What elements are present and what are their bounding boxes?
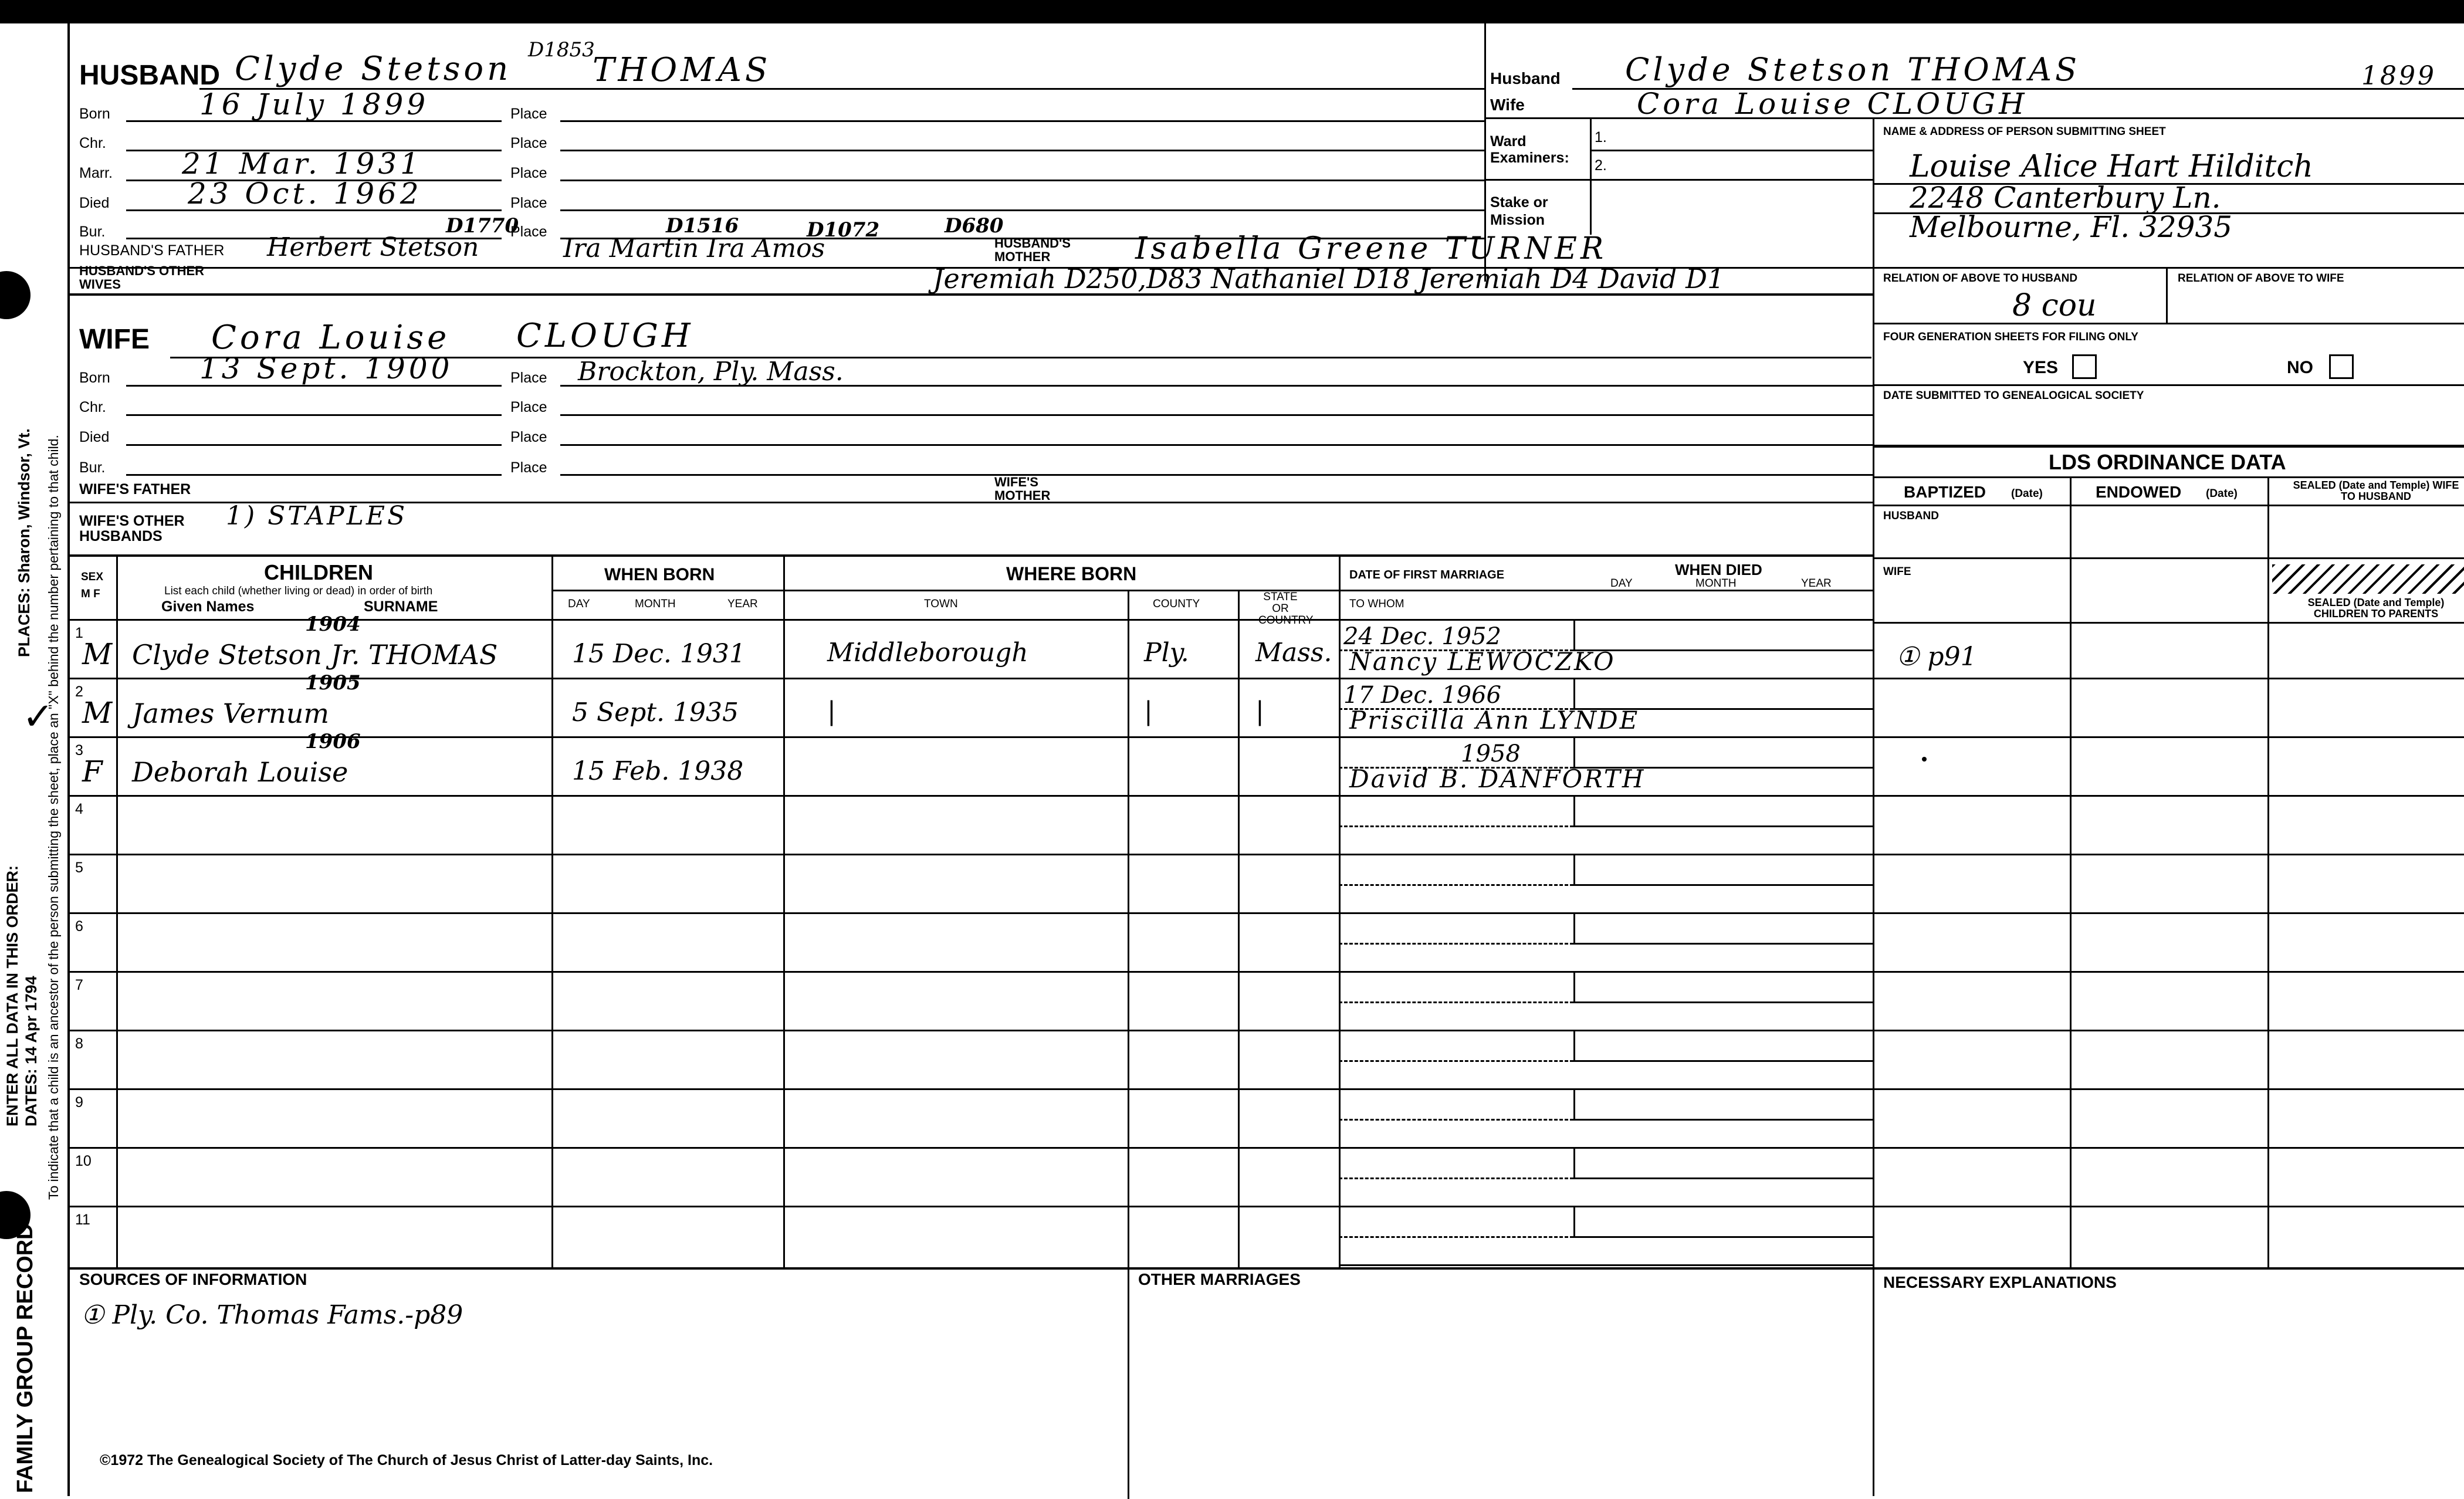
ward-1: 1. (1595, 129, 1607, 145)
lds-wife-label: WIFE (1883, 566, 1911, 578)
child-name: Clyde Stetson Jr. THOMAS (132, 639, 498, 671)
rule (1873, 445, 2464, 448)
died-box-left (1573, 1206, 1575, 1236)
row-number: 3 (75, 742, 83, 759)
record-title: FAMILY GROUP RECORD (13, 1223, 38, 1493)
row-rule (1873, 1030, 2464, 1031)
row-rule (1873, 912, 2464, 914)
first-marriage-header: DATE OF FIRST MARRIAGE (1349, 569, 1505, 581)
child-born: 15 Dec. 1931 (572, 639, 746, 669)
row-rule (1339, 1030, 1873, 1031)
rule (560, 414, 1873, 416)
died-box-bottom (1573, 1119, 1873, 1121)
when-born-header: WHEN BORN (604, 565, 715, 584)
rule (1873, 622, 2464, 624)
child-ref: 1906 (305, 730, 361, 753)
rule (560, 385, 1873, 387)
sub-wife-label: Wife (1490, 96, 1525, 114)
place-label: Place (510, 399, 547, 415)
died-box-left (1573, 1147, 1575, 1177)
row-rule (1339, 1147, 1873, 1149)
row-rule (1339, 1264, 1873, 1266)
child-born: 5 Sept. 1935 (572, 698, 739, 727)
died-box-bottom (1573, 1236, 1873, 1238)
to-whom-header: TO WHOM (1349, 598, 1404, 610)
rule (1873, 384, 2464, 386)
yes-label: YES (2023, 358, 2059, 377)
wife-died-label: Died (79, 429, 110, 445)
marriage-dash (1339, 1060, 1573, 1062)
frame-ward-col (1590, 117, 1592, 235)
sources-label: SOURCES OF INFORMATION (79, 1270, 307, 1288)
wife-born-place: Brockton, Ply. Mass. (578, 357, 844, 387)
sub-wife: Cora Louise CLOUGH (1637, 87, 2028, 121)
row-rule (1339, 854, 1873, 855)
died-box-left (1573, 1030, 1575, 1060)
ward-label: Ward Examiners: (1490, 133, 1569, 166)
row-rule (67, 795, 1339, 797)
rule (126, 209, 502, 211)
row-rule (67, 912, 1339, 914)
rel-wife-label: RELATION OF ABOVE TO WIFE (2178, 272, 2344, 285)
marr-label: Marr. (79, 165, 113, 181)
bur-label: Bur. (79, 224, 106, 240)
marriage-dash (1339, 1177, 1573, 1179)
rule (1128, 590, 1129, 1499)
child-state: | (1255, 696, 1264, 726)
baptized-date: (Date) (2011, 488, 2043, 500)
husband-died: 23 Oct. 1962 (188, 177, 422, 211)
yes-checkbox[interactable] (2072, 354, 2097, 379)
sealed-children-parents: SEALED (Date and Temple) CHILDREN TO PARENTS (2307, 597, 2445, 620)
died-box-left (1573, 619, 1575, 649)
children-header: CHILDREN (264, 560, 373, 584)
where-born-header: WHERE BORN (1006, 563, 1137, 584)
place-label: Place (510, 224, 547, 240)
place-label: Place (510, 106, 547, 122)
row-rule (1873, 795, 2464, 797)
row-number: 11 (75, 1212, 90, 1228)
rule (1484, 179, 1873, 181)
rule (116, 554, 118, 1267)
husband-lineage: Jeremiah D250,D83 Nathaniel D18 Jeremiah D4 David D1 (933, 263, 1725, 295)
father-ref-1: D1770 (446, 214, 519, 238)
when-died-header: WHEN DIED (1675, 561, 1762, 578)
rule (551, 554, 553, 1267)
row-rule (1339, 1206, 1873, 1207)
row-rule (67, 854, 1339, 855)
row-rule (67, 736, 1339, 738)
child-ref: 1904 (305, 613, 361, 636)
row-number: 2 (75, 683, 83, 700)
frame-left (67, 23, 70, 1496)
wife-given: Cora Louise (211, 319, 451, 357)
dot-mark (1922, 757, 1927, 762)
marriage-dash (1339, 1119, 1573, 1121)
address-2: 2248 Canterbury Ln. (1910, 181, 2221, 215)
baptized-label: BAPTIZED (1904, 483, 1986, 501)
place-label: Place (510, 165, 547, 181)
place-label: Place (510, 429, 547, 445)
child-town: Middleborough (827, 638, 1028, 668)
died-box-left (1573, 971, 1575, 1001)
died-year-header: YEAR (1801, 577, 1832, 590)
rule (67, 293, 1873, 296)
rule (1873, 323, 2464, 324)
child-county: Ply. (1144, 638, 1189, 668)
row-rule (1873, 678, 2464, 679)
sex-header: SEX M F (81, 571, 104, 600)
died-box-left (1573, 678, 1575, 708)
row-number: 1 (75, 625, 83, 641)
rule (560, 474, 1873, 476)
rule (1873, 267, 2464, 269)
child-spouse: Priscilla Ann LYNDE (1349, 706, 1640, 735)
year-header: YEAR (727, 598, 758, 610)
died-box-bottom (1573, 825, 1873, 827)
child-town: | (827, 696, 836, 726)
row-rule (1873, 971, 2464, 973)
husband-father: Herbert Stetson (267, 232, 479, 262)
father-ref-2: D1516 (666, 214, 739, 238)
row-rule (1873, 1088, 2464, 1090)
husband-surname: THOMAS (593, 51, 771, 89)
wife-father-label: WIFE'S FATHER (79, 481, 191, 498)
died-box-bottom (1573, 1060, 1873, 1062)
child-name: Deborah Louise (132, 756, 348, 788)
child-marr-date: 1958 (1461, 740, 1521, 767)
sub-husband-label: Husband (1490, 69, 1561, 87)
marriage-dash (1339, 943, 1573, 945)
stake-label: Stake or Mission (1490, 194, 1548, 228)
row-number: 5 (75, 860, 83, 876)
row-rule (1339, 912, 1873, 914)
rule (1238, 590, 1240, 1267)
row-number: 9 (75, 1094, 83, 1111)
lds-husband-label: HUSBAND (1883, 510, 1939, 522)
address-3: Melbourne, Fl. 32935 (1910, 210, 2233, 244)
no-label: NO (2287, 358, 2313, 377)
town-header: TOWN (924, 598, 958, 610)
endowed-date: (Date) (2206, 488, 2238, 500)
row-rule (67, 1030, 1339, 1031)
date-submitted-label: DATE SUBMITTED TO GENEALOGICAL SOCIETY (1883, 390, 2144, 402)
died-box-left (1573, 912, 1575, 943)
born-label: Born (79, 106, 110, 122)
father-ref-4: D680 (945, 214, 1004, 238)
wife-other-husbands-label: WIFE'S OTHER HUSBANDS (79, 513, 185, 545)
child-marr-date: 17 Dec. 1966 (1343, 682, 1501, 709)
four-gen-label: FOUR GENERATION SHEETS FOR FILING ONLY (1883, 331, 2138, 343)
marriage-dash (1339, 825, 1573, 827)
row-rule (1339, 1088, 1873, 1090)
dates-label: DATES: 14 Apr 1794 (22, 976, 40, 1126)
died-box-bottom (1573, 1177, 1873, 1179)
died-box-bottom (1573, 649, 1873, 651)
rule (560, 209, 1484, 211)
rule (783, 554, 785, 1267)
place-label: Place (510, 459, 547, 476)
ward-2: 2. (1595, 157, 1607, 174)
other-marriages-label: OTHER MARRIAGES (1138, 1270, 1301, 1288)
sub-husband: Clyde Stetson THOMAS (1625, 51, 2080, 88)
rule (1873, 557, 2464, 559)
rule (560, 120, 1484, 122)
places-label: PLACES: Sharon, Windsor, Vt. (15, 428, 33, 657)
row-rule (1339, 678, 1873, 679)
wife-other-husbands: 1) STAPLES (226, 501, 408, 531)
rule (67, 554, 1873, 557)
rule (2166, 267, 2168, 323)
died-label: Died (79, 195, 110, 211)
explanations-label: NECESSARY EXPLANATIONS (1883, 1273, 2117, 1291)
month-header: MONTH (635, 598, 676, 610)
state-header: STATE OR COUNTRY (1258, 591, 1314, 627)
row-rule (67, 1147, 1339, 1149)
rule (126, 414, 502, 416)
husband-ref: D1853 (528, 38, 595, 62)
husband-father-line: Ira Martin Ira Amos (563, 234, 825, 263)
rule (126, 120, 502, 122)
row-rule (67, 1206, 1339, 1207)
child-state: Mass. (1255, 638, 1332, 668)
row-rule (1339, 795, 1873, 797)
rule (1873, 505, 2464, 506)
address-label: NAME & ADDRESS OF PERSON SUBMITTING SHEET (1883, 126, 2166, 138)
died-box-bottom (1573, 884, 1873, 886)
husband-header: HUSBAND (79, 60, 220, 91)
rule (2070, 476, 2072, 1268)
row-rule (67, 1088, 1339, 1090)
rule (1590, 150, 1873, 151)
endowed-label: ENDOWED (2096, 483, 2182, 501)
wife-chr-label: Chr. (79, 399, 106, 415)
child-sex: M (82, 696, 113, 730)
died-month-header: MONTH (1695, 577, 1737, 590)
died-box-bottom (1573, 1001, 1873, 1003)
top-border (0, 0, 2464, 23)
husband-given: Clyde Stetson (235, 50, 512, 88)
sub-husband-year: 1899 (2361, 61, 2436, 91)
ancestor-note: To indicate that a child is an ancestor of the person submitting the sheet, place an "X" behind the number pertaining to that child. (46, 435, 61, 1200)
given-names-header: Given Names (161, 598, 255, 615)
child-county: | (1144, 696, 1153, 726)
died-box-left (1573, 1088, 1575, 1119)
wife-born: 13 Sept. 1900 (199, 351, 453, 385)
punch-hole (0, 271, 31, 319)
husband-marr: 21 Mar. 1931 (182, 147, 422, 181)
row-rule (67, 678, 1339, 679)
rule (1339, 554, 1341, 1267)
no-checkbox[interactable] (2329, 354, 2354, 379)
row-number: 10 (75, 1153, 92, 1169)
child-sex: M (82, 637, 113, 671)
marriage-dash (1339, 1001, 1573, 1003)
rule (1873, 476, 2464, 478)
rule (551, 590, 1873, 591)
rule (560, 444, 1873, 446)
row-number: 4 (75, 801, 83, 817)
lds-title: LDS ORDINANCE DATA (2049, 450, 2286, 474)
husband-born: 16 July 1899 (199, 87, 429, 121)
marriage-dash (1339, 884, 1573, 886)
row-rule (1873, 1147, 2464, 1149)
died-box-left (1573, 736, 1575, 767)
child-sex: F (82, 754, 103, 789)
wife-surname: CLOUGH (516, 317, 694, 355)
wife-born-label: Born (79, 370, 110, 386)
father-ref-3: D1072 (807, 218, 880, 242)
row-rule (1339, 971, 1873, 973)
place-label: Place (510, 135, 547, 151)
row-rule (1873, 736, 2464, 738)
rule (2267, 476, 2269, 1268)
surname-header: SURNAME (364, 598, 438, 615)
died-box-left (1573, 795, 1575, 825)
place-label: Place (510, 370, 547, 386)
other-wives-label: HUSBAND'S OTHER WIVES (79, 263, 205, 292)
address-1: Louise Alice Hart Hilditch (1910, 149, 2313, 184)
child-marr-date: 24 Dec. 1952 (1343, 623, 1501, 650)
row-number: 7 (75, 977, 83, 993)
rule (560, 150, 1484, 151)
rule (67, 1267, 2464, 1270)
wife-mother-label: WIFE'S MOTHER (994, 475, 1051, 503)
wife-header: WIFE (79, 324, 150, 355)
hatched-box (2272, 564, 2464, 594)
wife-bur-label: Bur. (79, 459, 106, 476)
row-rule (1873, 854, 2464, 855)
husband-mother-label: HUSBAND'S MOTHER (994, 236, 1071, 265)
child-spouse: Nancy LEWOCZKO (1349, 647, 1616, 676)
child-ref: 1905 (305, 671, 361, 695)
rule (560, 180, 1484, 181)
child-born: 15 Feb. 1938 (572, 756, 744, 786)
row-rule (1339, 736, 1873, 738)
chr-label: Chr. (79, 135, 106, 151)
check-mark: ✓ (22, 695, 54, 739)
day-header: DAY (568, 598, 590, 610)
sealed-wife-husband: SEALED (Date and Temple) WIFE TO HUSBAND (2293, 479, 2459, 502)
husband-father-label: HUSBAND'S FATHER (79, 242, 225, 259)
rule (126, 474, 502, 476)
place-label: Place (510, 195, 547, 211)
rule (126, 444, 502, 446)
rule (126, 385, 502, 387)
rel-husband-label: RELATION OF ABOVE TO HUSBAND (1883, 272, 2078, 285)
row-rule (1873, 1206, 2464, 1207)
row-number: 6 (75, 918, 83, 935)
lds-child1-note: ① p91 (1896, 642, 1977, 672)
died-day-header: DAY (1610, 577, 1633, 590)
child-name: James Vernum (132, 698, 330, 729)
row-rule (67, 971, 1339, 973)
rel-husband: 8 cou (2012, 288, 2097, 323)
child-spouse: David B. DANFORTH (1349, 764, 1646, 793)
died-box-bottom (1573, 943, 1873, 945)
order-label: ENTER ALL DATA IN THIS ORDER: (4, 865, 21, 1126)
sources-text: ① Ply. Co. Thomas Fams.-p89 (81, 1300, 463, 1330)
marriage-dash (1339, 1236, 1573, 1238)
county-header: COUNTY (1153, 598, 1200, 610)
row-number: 8 (75, 1036, 83, 1052)
copyright: ©1972 The Genealogical Society of The Church of Jesus Christ of Latter-day Saints, Inc. (100, 1452, 713, 1468)
children-sub: List each child (whether living or dead) in order of birth (164, 585, 433, 597)
died-box-left (1573, 854, 1575, 884)
husband-mother: Isabella Greene TURNER (1135, 231, 1607, 266)
